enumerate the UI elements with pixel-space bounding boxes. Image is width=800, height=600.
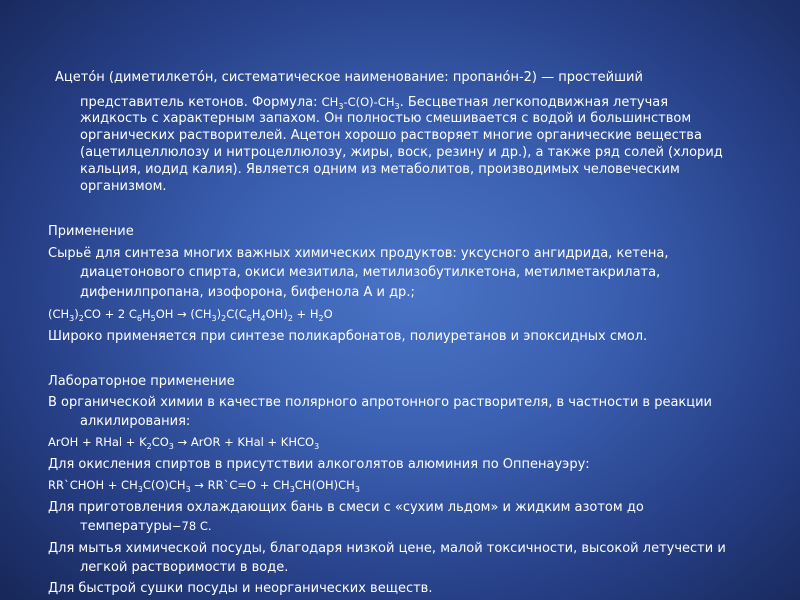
alkylation-reaction: ArOH + RHal + $K_2CO_3$ → ArOR + KHal + $KHCO_3$ [48,435,320,451]
oppenauer-reaction: RR`CHOH + $CH_3C(O)CH_3$ → RR`C=O + $CH_3CH(OH)CH_3$ [48,478,360,494]
lab-cooling-line-1: Для приготовления охлаждающих бань в смеси с «сухим льдом» и жидким азотом до [48,500,644,515]
bisphenol-reaction: $(CH_3)_2CO + 2$ $C_6H_5OH \to (CH_3)_2C(C_6H_4OH)_2 + H_2O$ [48,307,333,323]
application-line-2: диацетонового спирта, окиси мезитила, метилизобутилкетона, метилметакрилата, [80,265,661,280]
lab-solvent-line-1: В органической химии в качестве полярного апротонного растворителя, в частности в реакции [48,395,713,410]
lab-heading: Лабораторное применение [48,374,235,389]
lab-washing-line-1: Для мытья химической посуды, благодаря низкой цене, малой токсичности, высокой летучести и [48,541,726,556]
formula-text-after: . Бесцветная легкоподвижная летучая [399,95,669,110]
intro-line-6: кальция, иодид калия). Является одним из метаболитов, производимых человеческим [80,162,680,177]
intro-line-3: жидкость с характерным запахом. Он полностью смешивается с водой и большинством [80,111,692,126]
intro-line-1: Ацето́н (диметилкето́н, систематическое наименование: пропано́н-2) — простейший [55,70,643,85]
application-after: Широко применяется при синтезе поликарбонатов, полиуретанов и эпоксидных смол. [48,329,648,344]
intro-line-7: организмом. [80,179,167,194]
acetone-formula: $CH_3-C(O)-CH_3$ [321,95,400,111]
intro-formula-line [80,94,668,111]
intro-line-5: (ацетилцеллюлозу и нитроцеллюлозу, жиры, воск, резину и др.), а также ряд солей (хлорид [80,145,723,160]
lab-solvent-line-2: алкилирования: [80,414,191,429]
lab-washing-line-2: легкой растворимости в воде. [80,560,289,575]
lab-drying: Для быстрой сушки посуды и неорганических веществ. [48,581,433,596]
formula-text-before: представитель кетонов. Формула: [80,95,322,110]
lab-cooling-line-2: температуры−78 C. [80,519,212,534]
lab-oppenauer: Для окисления спиртов в присутствии алкоголятов алюминия по Оппенауэру: [48,457,590,472]
application-line-3: дифенилпропана, изофорона, бифенола А и др.; [80,285,415,300]
intro-line-4: органических растворителей. Ацетон хорошо растворяет многие органические вещества [80,128,702,143]
application-line-1: Сырьё для синтеза многих важных химических продуктов: уксусного ангидрида, кетена, [48,246,669,261]
application-heading: Применение [48,224,134,239]
